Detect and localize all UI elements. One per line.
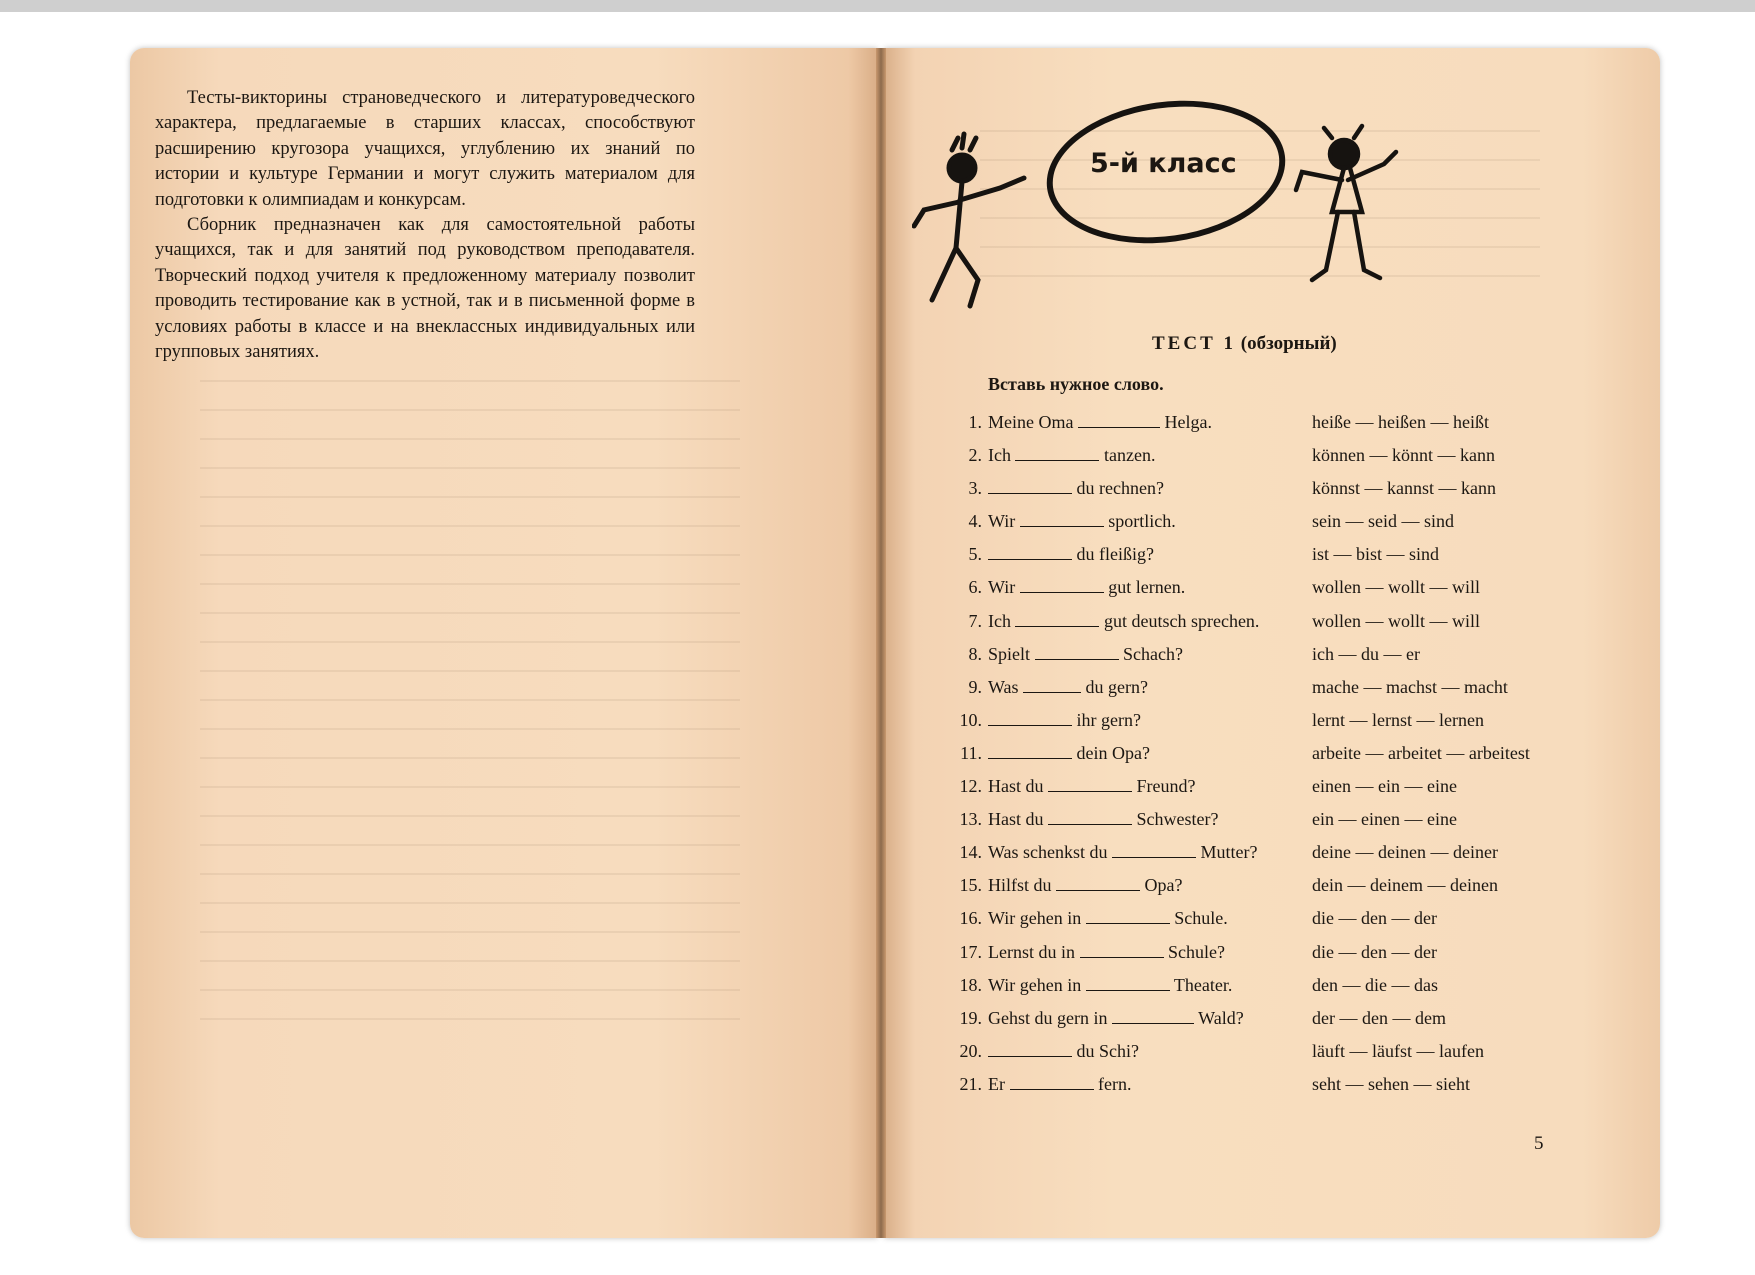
exercise-item	[950, 1008, 1530, 1041]
exercise-item	[950, 875, 1530, 908]
item-sentence	[988, 577, 1185, 598]
stick-figure-girl-icon	[1292, 120, 1402, 300]
page-number: 5	[1534, 1133, 1544, 1154]
answer-options: einen — ein — eine	[1312, 776, 1457, 797]
sentence-end: Helga.	[1159, 412, 1212, 432]
exercise-item	[950, 1041, 1530, 1074]
answer-options: ist — bist — sind	[1312, 544, 1440, 565]
answer-options: wollen — wollt — will	[1312, 577, 1480, 598]
item-sentence	[988, 743, 1150, 764]
answer-options: mache — machst — macht	[1312, 676, 1508, 697]
item-sentence	[988, 445, 1155, 466]
sentence-end: sportlich.	[1103, 511, 1176, 532]
answer-options: deine — deinen — deiner	[1312, 842, 1498, 863]
item-number: 20.	[959, 1040, 982, 1061]
answer-blank[interactable]	[1020, 512, 1104, 527]
answer-blank[interactable]	[1023, 678, 1081, 693]
exercise-item	[950, 809, 1530, 842]
answer-options: können — könnt — kann	[1312, 445, 1495, 466]
sentence-start: Lernst du in	[988, 941, 1080, 962]
sentence-end: Schwester?	[1132, 809, 1219, 830]
sentence-end: gut deutsch sprechen.	[1099, 610, 1260, 631]
test-title	[1152, 333, 1337, 355]
sentence-start: Hilfst du	[988, 875, 1057, 896]
sentence-end: du gern?	[1081, 676, 1149, 697]
item-number: 15.	[959, 875, 982, 896]
sentence-end: ihr gern?	[1072, 709, 1141, 730]
answer-options: läuft — läufst — laufen	[1312, 1040, 1484, 1061]
sentence-start: Er	[988, 1073, 1010, 1094]
item-sentence	[988, 544, 1154, 565]
answer-blank[interactable]	[988, 1042, 1072, 1057]
item-sentence	[988, 776, 1195, 797]
item-sentence	[988, 1074, 1131, 1095]
item-sentence	[988, 511, 1176, 532]
answer-blank[interactable]	[1112, 1009, 1194, 1024]
item-number: 11.	[960, 742, 982, 763]
item-sentence	[988, 1008, 1244, 1029]
sentence-end: Schule?	[1163, 941, 1225, 962]
sentence-start: Was	[988, 676, 1024, 697]
answer-blank[interactable]	[1020, 578, 1104, 593]
sentence-end: du rechnen?	[1072, 478, 1164, 499]
answer-blank[interactable]	[1015, 446, 1099, 461]
item-sentence	[988, 1041, 1139, 1062]
exercise-list	[950, 412, 1530, 1107]
answer-options: dein — deinem — deinen	[1312, 875, 1498, 896]
sentence-start: Ich	[988, 445, 1016, 466]
item-sentence	[988, 908, 1228, 929]
sentence-end: du Schi?	[1072, 1040, 1139, 1061]
item-number: 10.	[959, 709, 982, 730]
answer-options: die — den — der	[1312, 908, 1437, 929]
item-sentence	[988, 875, 1183, 896]
sentence-end: dein Opa?	[1072, 742, 1150, 763]
sentence-end: Theater.	[1169, 974, 1233, 995]
item-number: 6.	[968, 577, 982, 598]
answer-blank[interactable]	[1010, 1075, 1094, 1090]
answer-blank[interactable]	[1048, 810, 1132, 825]
item-number: 21.	[959, 1073, 982, 1094]
sentence-start: Ich	[988, 610, 1016, 631]
intro-paragraph-2: Сборник предназначен как для самостоятельной работы учащихся, так и для занятий под руководством преподавателя. Творческий подход учителя к предложенному материалу позволит проводить тестирование как в устной, так и в письменной форме в условиях работы в классе и на внеклассных индивидуальных или групповых занятиях.	[155, 215, 695, 363]
exercise-item	[950, 611, 1530, 644]
item-number: 17.	[959, 941, 982, 962]
answer-blank[interactable]	[988, 711, 1072, 726]
sentence-end: Mutter?	[1196, 842, 1258, 863]
item-sentence	[988, 677, 1148, 698]
sentence-start: Wir	[988, 511, 1020, 532]
sentence-end: tanzen.	[1099, 445, 1156, 466]
item-sentence	[988, 942, 1225, 963]
sentence-end: Schach?	[1118, 643, 1183, 664]
instruction: Вставь нужное слово.	[988, 374, 1164, 394]
answer-blank[interactable]	[1078, 413, 1160, 428]
sentence-end: du fleißig?	[1072, 544, 1154, 565]
item-number: 19.	[959, 1007, 982, 1028]
book-spine	[876, 48, 886, 1238]
item-number: 12.	[959, 776, 982, 797]
answer-options: der — den — dem	[1312, 1007, 1446, 1028]
answer-options: lernt — lernst — lernen	[1312, 709, 1484, 730]
exercise-item	[950, 743, 1530, 776]
intro-paragraph-1: Тесты-викторины страноведческого и литературоведческого характера, предлагаемые в старших классах, способствуют расширению кругозора учащихся, углублению их знаний по истории и культуре Германии и могут служить материалом для подготовки к олимпиадам и конкурсам.	[155, 88, 695, 210]
answer-options: den — die — das	[1312, 974, 1438, 995]
answer-blank[interactable]	[1048, 777, 1132, 792]
exercise-item	[950, 445, 1530, 478]
exercise-item	[950, 544, 1530, 577]
item-sentence	[988, 975, 1232, 996]
sentence-end: fern.	[1093, 1073, 1132, 1094]
item-number: 14.	[959, 842, 982, 863]
sentence-end: Freund?	[1132, 776, 1196, 797]
scanner-edge	[0, 0, 1755, 12]
answer-options: arbeite — arbeitet — arbeitest	[1312, 742, 1530, 763]
item-number: 3.	[968, 478, 982, 499]
sentence-start: Hast du	[988, 809, 1048, 830]
test-subtitle: (обзорный)	[1240, 333, 1337, 354]
sentence-start: Was schenkst du	[988, 842, 1113, 863]
answer-options: könnst — kannst — kann	[1312, 478, 1496, 499]
answer-blank[interactable]	[1015, 612, 1099, 627]
exercise-item	[950, 577, 1530, 610]
item-number: 1.	[968, 412, 982, 432]
item-number: 16.	[959, 908, 982, 929]
answer-blank[interactable]	[988, 545, 1072, 560]
sentence-start: Wir gehen in	[988, 908, 1086, 929]
exercise-item	[950, 908, 1530, 941]
item-sentence	[988, 611, 1259, 632]
exercise-item	[950, 1074, 1530, 1107]
exercise-item	[950, 942, 1530, 975]
item-number: 7.	[968, 610, 982, 631]
grade-label: 5-й класс	[1090, 148, 1237, 179]
exercise-item	[950, 677, 1530, 710]
sentence-end: gut lernen.	[1103, 577, 1186, 598]
answer-blank[interactable]	[988, 479, 1072, 494]
intro-text	[155, 86, 695, 365]
exercise-item	[950, 776, 1530, 809]
sentence-start: Wir	[988, 577, 1020, 598]
sentence-end: Schule.	[1169, 908, 1228, 929]
exercise-item	[950, 644, 1530, 677]
answer-options: die — den — der	[1312, 941, 1437, 962]
answer-blank[interactable]	[988, 744, 1072, 759]
item-number: 8.	[968, 643, 982, 664]
sentence-start: Wir gehen in	[988, 974, 1086, 995]
stick-figure-boy-icon	[912, 130, 1032, 310]
sentence-end: Opa?	[1140, 875, 1183, 896]
item-number: 18.	[959, 974, 982, 995]
exercise-item	[950, 511, 1530, 544]
answer-blank[interactable]	[1035, 645, 1119, 660]
answer-options: sein — seid — sind	[1312, 511, 1454, 532]
sentence-start: Hast du	[988, 776, 1048, 797]
sentence-start: Spielt	[988, 643, 1035, 664]
answer-blank[interactable]	[1080, 943, 1164, 958]
item-sentence	[988, 644, 1183, 665]
answer-options: seht — sehen — sieht	[1312, 1073, 1470, 1094]
item-sentence	[988, 412, 1212, 433]
item-number: 4.	[968, 511, 982, 532]
exercise-item	[950, 842, 1530, 875]
sentence-end: Wald?	[1193, 1007, 1244, 1028]
item-number: 13.	[959, 809, 982, 830]
item-number: 9.	[968, 676, 982, 697]
exercise-item	[950, 710, 1530, 743]
item-sentence	[988, 710, 1141, 731]
sentence-start: Gehst du gern in	[988, 1007, 1112, 1028]
item-sentence	[988, 809, 1218, 830]
answer-options: wollen — wollt — will	[1312, 610, 1480, 631]
answer-options: heiße — heißen — heißt	[1312, 412, 1489, 432]
exercise-item	[950, 478, 1530, 511]
exercise-item	[950, 975, 1530, 1008]
answer-blank[interactable]	[1056, 876, 1140, 891]
item-number: 2.	[968, 445, 982, 466]
answer-options: ein — einen — eine	[1312, 809, 1457, 830]
item-number: 5.	[968, 544, 982, 565]
item-sentence	[988, 842, 1258, 863]
item-sentence	[988, 478, 1164, 499]
answer-blank[interactable]	[1086, 976, 1170, 991]
test-number: ТЕСТ 1	[1152, 333, 1236, 354]
grade-logo	[912, 90, 1432, 290]
exercise-item	[950, 412, 1530, 445]
answer-options: ich — du — er	[1312, 643, 1420, 664]
answer-blank[interactable]	[1112, 843, 1196, 858]
answer-blank[interactable]	[1086, 909, 1170, 924]
sentence-start: Meine Oma	[988, 412, 1078, 432]
